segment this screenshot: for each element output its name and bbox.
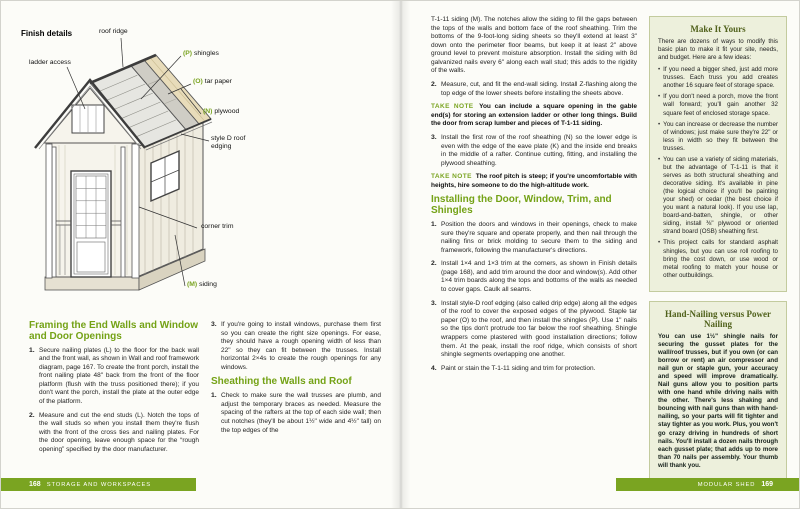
right-footer (616, 478, 800, 491)
list-item: 3. If you're going to install windows, purchase them first so you can create the right size openings. For ease, they should have a rough opening width of less than 22" so they can fit between the trusses. Install horizontal 2×4s to create the rough openings for any windows. (211, 321, 381, 371)
take-note-2 (431, 173, 637, 190)
page-number-left: 168 (29, 481, 41, 488)
step-text: Measure and cut the end studs (L). Notch the tops of the wall studs so when you install them they're flush with the front of the cross ties and nailing plates. For the door opening, leave enough space for the “rough opening” specified by the door manufacturer. (39, 411, 199, 453)
box-body: You can use 1½" shingle nails for securing the gusset plates for the wall/roof trusses, but if you own (or can borrow or rent) an air compressor and nail gun or staple gun, your accuracy and speed will improve dramatically. Nail guns allow you to position parts with one hand while driving nails with the other. There's less shaking and bouncing with nail guns than with hand-nailing, so your parts will fit tighter and stay tighter as you work. Plus, you won't go crazy driving in hundreds of short nails. You'll install a dozen nails through each gusset plate; that adds up to more than 70 nails per assembly. Your thumb will thank you. (658, 332, 778, 469)
page-number-right: 169 (761, 481, 773, 488)
bullet-icon: • (658, 239, 661, 247)
list-item: 4. Paint or stain the T-1-11 siding and trim for protection. (431, 365, 637, 374)
bullet-icon: • (658, 93, 661, 101)
box-intro: There are dozens of ways to modify this basic plan to make it fit your site, needs, and budget. Here are a few ideas: (658, 38, 778, 62)
left-column-1 (29, 321, 199, 460)
take-note-1 (431, 103, 637, 129)
footer-label-left: STORAGE AND WORKSPACES (46, 481, 151, 488)
step-text: Check to make sure the wall trusses are plumb, and adjust the temporary braces as needed. Measure the spacing of the rafters at the top of each side wall; then cut notches (they'll be about 1½" wide and 4½" tall) on the top edges of the (221, 392, 381, 434)
take-note-text: The roof pitch is steep; if you're uncomfortable with heights, hire someone to do the high-altitude work. (431, 173, 637, 189)
footer-label-right: MODULAR SHED (697, 481, 756, 488)
step-text: If you're going to install windows, purchase them first so you can create the right size openings. For ease, they should have a rough opening width of less than 22" so they can fit between the trusses. Install horizontal 2×4s to create the rough openings for any windows. (221, 321, 381, 371)
label-plywood: (N) plywood (203, 108, 240, 115)
label-siding: (M) siding (187, 281, 217, 288)
box-title: Make It Yours (690, 24, 746, 34)
list-item: 1. Secure nailing plates (L) to the floor for the back wall and the front wall, as shown in Wall and roof framework diagram, page 167. To create the front porch, install the front nailing plate 48" back from the front of the floor platform (flush with the truss positioned there); if you don't want the porch, install the plate at the outer edge of the platform. (29, 346, 199, 406)
list-item: 1. Check to make sure the wall trusses are plumb, and adjust the temporary braces as needed. Measure the spacing of the rafters at the top of each side wall; then cut notches (they'll be about 1½" wide and 4½" tall) on the top edges of the (211, 392, 381, 434)
continuation-paragraph: T-1-11 siding (M). The notches allow the siding to fill the gaps between the tops of the walls and bottom face of the roof sheathing. Trim the bottoms of the 9-foot-long siding sheets so they'll extend at least 3" down onto the perimeter floor beams, but keep it at least 2" above ground level to prevent moisture absorption. Install the siding with 8d galvanized nails every 6" along each wall stud; this adds to the rigidity of the walls. (431, 16, 637, 75)
step-text: Install 1×4 and 1×3 trim at the corners, as shown in Finish details (page 168), and add trim around the door and window(s). Add other 1×4 trim boards along the tops and bottoms of the walls as needed to cover gaps. Caulk all seams. (441, 260, 637, 294)
section-heading-sheathing: Sheathing the Walls and Roof (211, 376, 352, 388)
ladder-access-hatch (72, 105, 104, 133)
bullet-icon: • (658, 120, 661, 128)
step-text: Install the first row of the roof sheathing (N) so the lower edge is even with the edge of the eave plate (K) and the inside end breaks in the middle of a rafter. Continue cutting, fitting, and installing the plywood sheathing. (441, 133, 637, 167)
step-text: Measure, cut, and fit the end-wall siding. Install Z-flashing along the top edge of the lower sheets before installing the sheets above. (441, 81, 637, 97)
left-column-2 (211, 321, 381, 460)
shed-illustration (15, 25, 395, 317)
make-it-yours-box (649, 16, 787, 292)
bullet-item: • If you need a bigger shed, just add more trusses. Each truss you add creates another 16 square feet of storage space. (658, 66, 778, 90)
section-heading-framing: Framing the End Walls and Window and Door Openings (29, 320, 198, 342)
bullet-item: • This project calls for standard asphalt shingles, but you can use roll roofing to bring the cost down, or use wood or metal roofing to match your house or other outbuildings. (658, 239, 778, 279)
label-tar-paper: (O) tar paper (193, 78, 232, 85)
take-note-text: You can include a square opening in the gable end(s) for storing an extension ladder or other long things. Build the door from scrap lumber and pieces of T-1-11 siding. (431, 103, 637, 128)
box-title: Hand-Nailing versus Power Nailing (664, 308, 771, 329)
label-ladder-access: ladder access (29, 59, 71, 66)
label-roof-edging: style D roof edging (211, 135, 246, 150)
label-roof-ridge: roof ridge (99, 28, 128, 35)
list-item: 3. Install the first row of the roof sheathing (N) so the lower edge is even with the edge of the eave plate (K) and the inside end breaks in the middle of a rafter. Continue cutting, fitting, and installing the plywood sheathing. (431, 133, 637, 167)
list-item: 2. Measure, cut, and fit the end-wall siding. Install Z-flashing along the top edge of the lower sheets before installing the sheets above. (431, 81, 637, 97)
right-page-main-column (431, 16, 637, 378)
bullet-item: • You can increase or decrease the number of windows; just make sure they're 22" or less in width so they fit between the trusses. (658, 120, 778, 152)
list-item: 3. Install style-D roof edging (also called drip edge) along all the edges of the roof to cover the exposed edges of the plywood. Staple tar paper (O) to the roof, and then install the shingles (P). Use 1" nails so the tips don't protrude too far below the roof sheathing. Shingle wrappers come plastered with good installation directions; follow them. At the peak, install the roof ridge, which consists of short shingle segments overlapping one another. (431, 299, 637, 359)
bullet-item: • If you don't need a porch, move the front wall forward; you'll gain another 32 square feet of enclosed storage space. (658, 93, 778, 117)
hand-nailing-box (649, 301, 787, 479)
take-note-label: TAKE NOTE (431, 103, 474, 111)
list-item: 2. Install 1×4 and 1×3 trim at the corners, as shown in Finish details (page 168), and add trim around the door and window(s). Add other 1×4 trim boards along the tops and bottoms of the walls as needed to cover gaps. Caulk all seams. (431, 260, 637, 294)
finish-details-diagram (15, 25, 395, 317)
list-item: 2. Measure and cut the end studs (L). Notch the tops of the wall studs so when you install them they're flush with the front of the cross ties and nailing plates. For the door opening, leave enough space for the “rough opening” specified by the door manufacturer. (29, 411, 199, 453)
take-note-label: TAKE NOTE (431, 173, 472, 181)
right-page-sidebar (649, 16, 787, 488)
label-shingles: (P) shingles (183, 50, 219, 57)
list-item: 1. Position the doors and windows in their openings, check to make sure they're square and operate properly, and then nail through the nailing fins or brick molding to secure them to the siding and framework, following the manufacturer's directions. (431, 221, 637, 254)
left-footer (1, 478, 196, 491)
left-page (1, 1, 401, 508)
label-corner-trim: corner trim (201, 223, 234, 230)
step-text: Install style-D roof edging (also called drip edge) along all the edges of the roof to cover the exposed edges of the plywood. Staple tar paper (O) to the roof, and then install the shingles (P). Use 1" nails so the tips don't protrude too far below the roof sheathing. Shingle wrappers come plastered with good installation directions; follow them. At the peak, install the roof ridge, which consists of short shingle segments overlapping one another. (441, 299, 637, 359)
right-page (401, 1, 800, 508)
make-it-yours-list (658, 66, 778, 280)
step-text: Position the doors and windows in their openings, check to make sure they're square and operate properly, and then nail through the nailing fins or brick molding to secure them to the siding and framework, following the manufacturer's directions. (441, 221, 637, 254)
front-door (71, 171, 111, 277)
diagram-title: Finish details (21, 29, 73, 38)
section-heading-installing: Installing the Door, Window, Trim, and Shingles (431, 194, 612, 217)
bullet-icon: • (658, 155, 661, 163)
bullet-item: • You can use a variety of siding materials, but the advantage of T-1-11 is that it serves as both structural sheathing and decorative siding. It's available in pine (the logical choice if you'll be painting your shed) or cedar (the best choice if you want a natural look). If you use lap, board-and-batten, shingle, or other siding, install ⅜" plywood or oriented strand board (OSB) sheathing first. (658, 155, 778, 236)
bullet-icon: • (658, 66, 661, 74)
step-text: Paint or stain the T-1-11 siding and trim for protection. (441, 364, 596, 372)
left-page-columns (29, 321, 381, 460)
step-text: Secure nailing plates (L) to the floor for the back wall and the front wall, as shown in Wall and roof framework diagram, page 167. To create the front porch, install the front nailing plate 48" back from the front of the floor platform (flush with the truss positioned there); if you don't want the porch, install the plate at the outer edge of the platform. (39, 346, 199, 406)
